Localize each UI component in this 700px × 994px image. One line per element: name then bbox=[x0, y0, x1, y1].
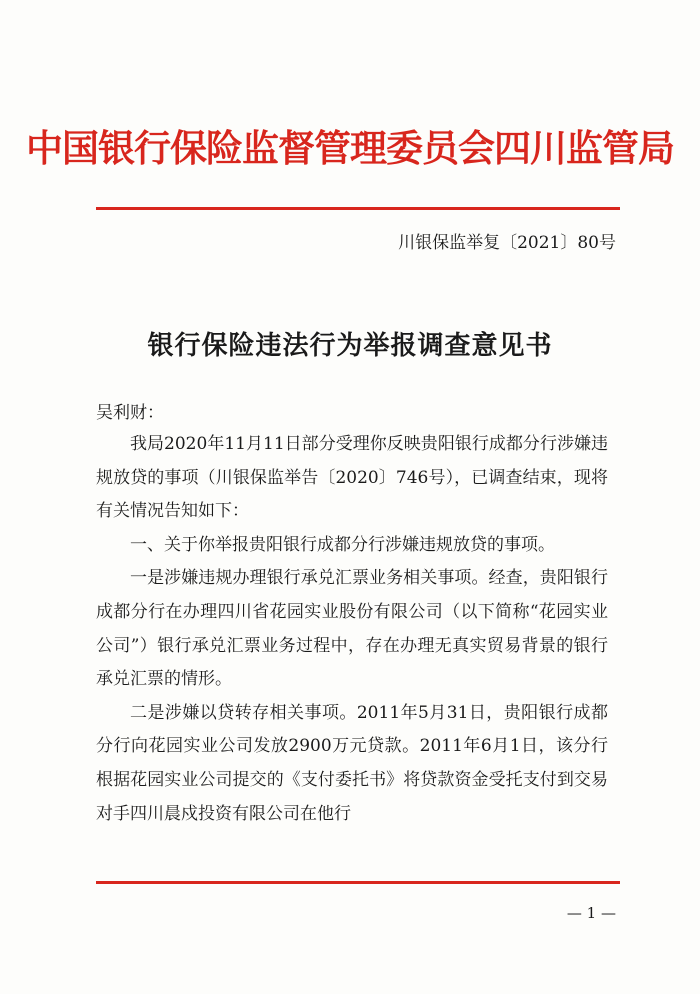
body-paragraph: 我局2020年11月11日部分受理你反映贵阳银行成都分行涉嫌违规放贷的事项（川银保监举告〔2020〕746号），已调查结束，现将有关情况告知如下： bbox=[96, 434, 608, 522]
body-paragraph: 一是涉嫌违规办理银行承兑汇票业务相关事项。经查，贵阳银行成都分行在办理四川省花园实业股份有限公司（以下简称“花园实业公司”）银行承兑汇票业务过程中，存在办理无真实贸易背景的银行承兑汇票的情形。 bbox=[96, 568, 608, 690]
issuing-authority-header: 中国银行保险监督管理委员会四川监管局 bbox=[26, 127, 674, 170]
body-paragraph: 一、关于你举报贵阳银行成都分行涉嫌违规放贷的事项。 bbox=[130, 534, 555, 555]
document-body bbox=[96, 428, 608, 831]
document-number: 川银保监举复〔2021〕80号 bbox=[398, 233, 616, 253]
page-number: — 1 — bbox=[566, 904, 616, 922]
recipient-salutation: 吴利财： bbox=[96, 403, 164, 423]
header-red-rule bbox=[96, 207, 620, 210]
body-paragraph: 二是涉嫌以贷转存相关事项。2011年5月31日，贵阳银行成都分行向花园实业公司发放2900万元贷款。2011年6月1日，该分行根据花园实业公司提交的《支付委托书》将贷款资金受托支付到交易对手四川晨戍投资有限公司在他行 bbox=[96, 702, 608, 824]
document-title: 银行保险违法行为举报调查意见书 bbox=[147, 331, 553, 361]
footer-red-rule bbox=[96, 881, 620, 884]
